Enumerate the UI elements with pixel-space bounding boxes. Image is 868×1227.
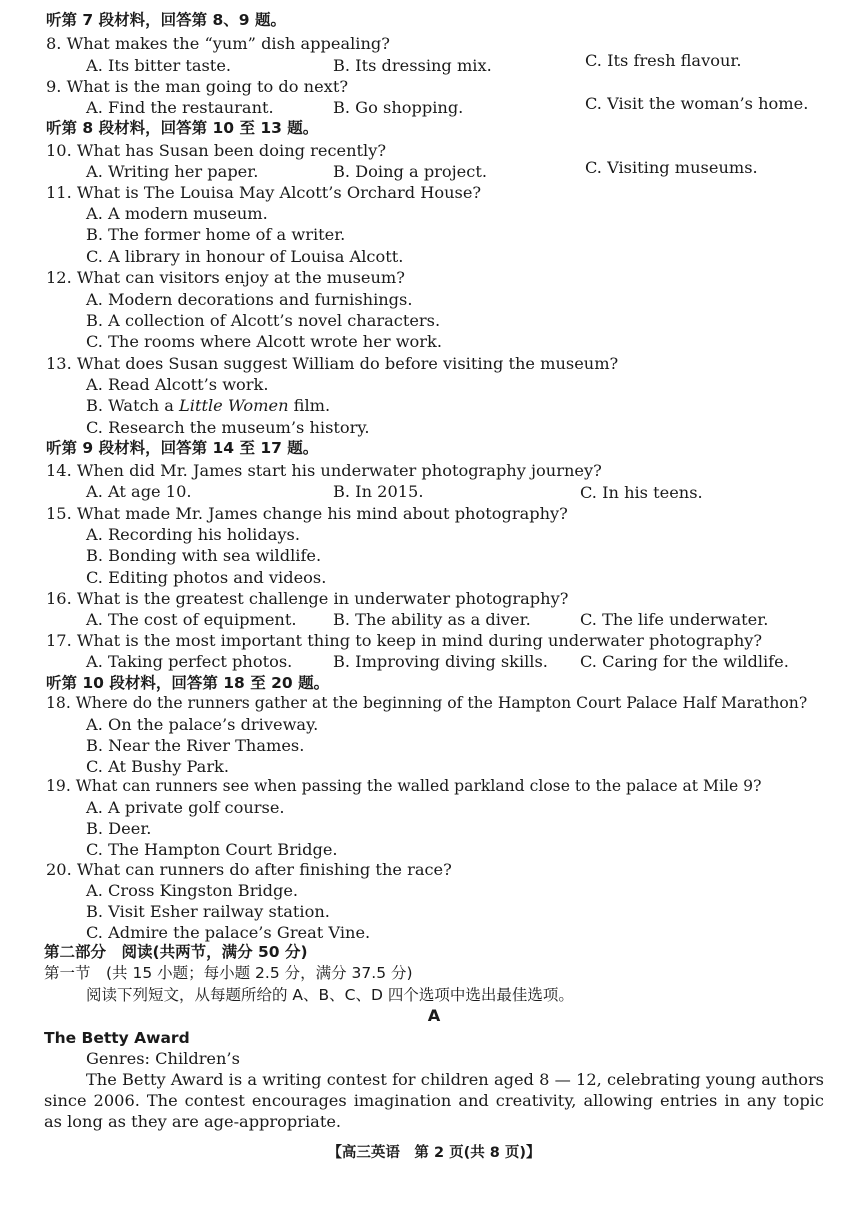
option-b: B. Its dressing mix.: [333, 56, 492, 75]
question-stem: 11. What is The Louisa May Alcott’s Orchard House?: [46, 183, 482, 202]
question-stem: 9. What is the man going to do next?: [46, 77, 348, 96]
option-c: C. In his teens.: [580, 483, 703, 502]
section-heading: 听第 7 段材料，回答第 8、9 题。: [46, 11, 286, 29]
option-c: C. Admire the palace’s Great Vine.: [86, 923, 371, 942]
option-b: B. Near the River Thames.: [86, 736, 305, 755]
option-a: A. Its bitter taste.: [86, 56, 232, 75]
question-stem: 10. What has Susan been doing recently?: [46, 141, 387, 160]
option-a: A. On the palace’s driveway.: [86, 715, 319, 734]
option-b: B. Go shopping.: [333, 98, 464, 117]
page-footer: 【高三英语 第 2 页(共 8 页)】: [327, 1145, 541, 1161]
option-a: A. A modern museum.: [86, 204, 268, 223]
option-b-suffix: film.: [288, 396, 331, 415]
passage-paragraph: The Betty Award is a writing contest for children aged 8 — 12, celebrating young authors since 2006. The contest encourages imagination and creativity, allowing entries in any topic as long as they are age-appropriate.: [44, 1070, 824, 1131]
option-a: A. At age 10.: [86, 482, 192, 501]
option-c: C. The life underwater.: [580, 610, 769, 629]
question-stem: 16. What is the greatest challenge in underwater photography?: [46, 589, 569, 608]
option-a: A. Cross Kingston Bridge.: [86, 881, 299, 900]
option-b-prefix: B. Watch a: [86, 396, 180, 415]
question-stem: 20. What can runners do after finishing the race?: [46, 860, 452, 879]
option-c: C. The rooms where Alcott wrote her work.: [86, 332, 442, 351]
option-a: A. Recording his holidays.: [86, 525, 300, 544]
option-a: A. A private golf course.: [86, 798, 285, 817]
question-stem: 15. What made Mr. James change his mind about photography?: [46, 504, 568, 523]
option-c: C. Its fresh flavour.: [585, 51, 742, 70]
option-c: C. Visit the woman’s home.: [585, 94, 809, 113]
option-a: A. Read Alcott’s work.: [86, 375, 269, 394]
part-title: 第二部分 阅读(共两节，满分 50 分): [44, 943, 308, 961]
option-c: C. At Bushy Park.: [86, 757, 230, 776]
option-b: B. The ability as a diver.: [333, 610, 531, 629]
option-a: A. The cost of equipment.: [86, 610, 297, 629]
option-b: B. Doing a project.: [333, 162, 487, 181]
passage-letter: A: [427, 1006, 441, 1025]
section-heading: 听第 9 段材料，回答第 14 至 17 题。: [46, 439, 319, 457]
option-b: B. Bonding with sea wildlife.: [86, 546, 322, 565]
genres-line: Genres: Children’s: [86, 1049, 240, 1068]
question-stem: 8. What makes the “yum” dish appealing?: [46, 34, 390, 53]
section-heading: 听第 10 段材料，回答第 18 至 20 题。: [46, 674, 330, 692]
option-b: B. In 2015.: [333, 482, 424, 501]
option-b: B. Improving diving skills.: [333, 652, 548, 671]
section-heading: 听第 8 段材料，回答第 10 至 13 题。: [46, 119, 319, 137]
option-b: [86, 395, 330, 416]
question-stem: 12. What can visitors enjoy at the museum?: [46, 268, 405, 287]
option-c: C. Editing photos and videos.: [86, 568, 327, 587]
option-b: B. Visit Esher railway station.: [86, 902, 330, 921]
section-title: 第一节 (共 15 小题；每小题 2.5 分，满分 37.5 分): [44, 964, 413, 982]
option-c: C. Visiting museums.: [585, 158, 758, 177]
option-a: A. Modern decorations and furnishings.: [86, 290, 413, 309]
question-stem: 17. What is the most important thing to keep in mind during underwater photography?: [46, 631, 763, 650]
option-a: A. Writing her paper.: [86, 162, 259, 181]
option-b: B. The former home of a writer.: [86, 225, 346, 244]
instruction: 阅读下列短文，从每题所给的 A、B、C、D 四个选项中选出最佳选项。: [86, 986, 574, 1004]
option-b: B. A collection of Alcott’s novel characters.: [86, 311, 441, 330]
question-stem: 13. What does Susan suggest William do before visiting the museum?: [46, 354, 619, 373]
option-b: B. Deer.: [86, 819, 152, 838]
question-stem: 14. When did Mr. James start his underwater photography journey?: [46, 461, 602, 480]
book-title: Little Women: [179, 396, 289, 415]
option-c: C. The Hampton Court Bridge.: [86, 840, 338, 859]
option-c: C. Caring for the wildlife.: [580, 652, 789, 671]
passage-title: The Betty Award: [44, 1029, 190, 1047]
option-c: C. Research the museum’s history.: [86, 418, 370, 437]
option-a: A. Taking perfect photos.: [86, 652, 293, 671]
option-c: C. A library in honour of Louisa Alcott.: [86, 247, 404, 266]
question-stem: 18. Where do the runners gather at the beginning of the Hampton Court Palace Half Marathon?: [46, 694, 808, 712]
option-a: A. Find the restaurant.: [86, 98, 274, 117]
question-stem: 19. What can runners see when passing the walled parkland close to the palace at Mile 9?: [46, 777, 762, 795]
